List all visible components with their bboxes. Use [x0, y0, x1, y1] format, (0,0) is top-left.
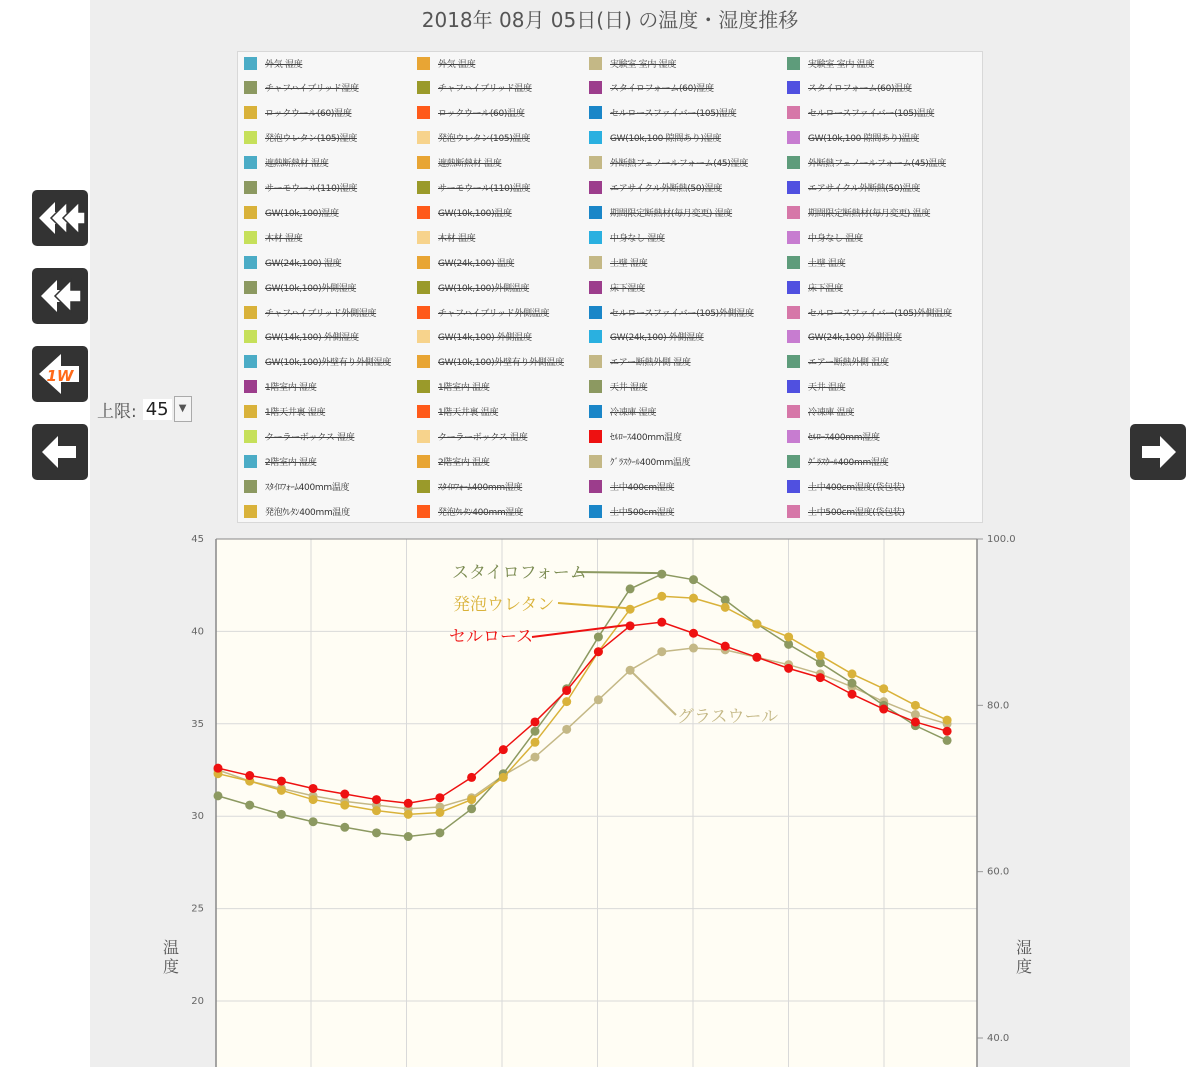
data-point: [435, 793, 444, 802]
legend-label: GW(10k,100)外側湿度: [265, 283, 357, 294]
y-tick-label: 25: [191, 903, 204, 915]
legend-label: ｾﾙﾛｰｽ400mm湿度: [808, 433, 880, 443]
y-tick-label: 30: [191, 811, 204, 823]
legend-label: 発泡ｳﾚﾀﾝ400mm温度: [265, 507, 350, 518]
legend-label: チャフハイブリッド湿度: [265, 84, 359, 95]
legend-label: 実験室 室内 温度: [808, 59, 875, 70]
data-point: [245, 771, 254, 780]
legend-label: GW(24k,100) 温度: [438, 258, 515, 269]
data-point: [562, 725, 571, 734]
data-point: [911, 717, 920, 726]
data-point: [594, 695, 603, 704]
y2-tick-label: 60.0: [987, 866, 1010, 878]
legend-label: エアー断熱外側 湿度: [610, 358, 691, 369]
data-point: [879, 684, 888, 693]
legend-label: 外気 温度: [438, 59, 476, 70]
data-point: [848, 679, 857, 688]
legend-label: GW(10k,100)外壁有り外側温度: [438, 358, 564, 369]
legend-label: 発泡ウレタン(105)湿度: [265, 134, 357, 145]
legend-label: チャフハイブリッド外側温度: [438, 308, 550, 319]
legend-label: 1階天井裏 湿度: [265, 408, 326, 419]
data-point: [752, 653, 761, 662]
data-point: [943, 727, 952, 736]
series-annotation: グラスウール: [677, 707, 779, 727]
legend-label: 土壁 湿度: [610, 258, 648, 269]
data-point: [309, 784, 318, 793]
data-point: [340, 823, 349, 832]
legend-label: GW(10k,100)外側温度: [438, 283, 530, 294]
legend-label: スタイロフォーム(60)温度: [808, 84, 912, 95]
legend-label: 冷凍庫 湿度: [610, 408, 657, 419]
data-point: [594, 632, 603, 641]
y-tick-label: 45: [191, 534, 204, 545]
data-point: [657, 592, 666, 601]
legend-label: 天井 温度: [808, 383, 846, 394]
data-point: [784, 632, 793, 641]
data-point: [214, 764, 223, 773]
data-point: [404, 832, 413, 841]
data-point: [657, 647, 666, 656]
data-point: [689, 594, 698, 603]
data-point: [626, 605, 635, 614]
legend-label: サーモウール(110)温度: [438, 184, 531, 194]
legend-label: 床下温度: [808, 283, 843, 294]
data-point: [562, 697, 571, 706]
y2-axis-label: 湿 度: [1015, 938, 1032, 976]
legend-label: GW(24k,100) 外側温度: [808, 333, 902, 344]
data-point: [594, 647, 603, 656]
upper-limit-label: 上限:: [97, 401, 137, 422]
data-point: [340, 801, 349, 810]
legend-label: 木材 温度: [438, 233, 476, 244]
legend-label: 中身なし 温度: [808, 233, 863, 244]
annotation-leader: [577, 572, 660, 573]
legend-label: エアサイクル外断熱(50)温度: [808, 184, 920, 194]
data-point: [372, 806, 381, 815]
data-point: [372, 795, 381, 804]
data-point: [657, 618, 666, 627]
data-point: [435, 808, 444, 817]
data-point: [214, 791, 223, 800]
data-point: [435, 828, 444, 837]
data-point: [848, 690, 857, 699]
legend-label: GW(14k,100) 外側温度: [438, 333, 532, 344]
legend-label: 床下湿度: [610, 283, 645, 294]
legend-label: ｾﾙﾛｰｽ400mm温度: [610, 433, 682, 443]
legend-label: 期間限定断熱材(毎月変更) 湿度: [610, 208, 733, 219]
legend-label: 土中400cm湿度(袋包装): [808, 482, 905, 493]
legend-label: スタイロフォーム(60)湿度: [610, 84, 714, 95]
data-point: [784, 664, 793, 673]
data-point: [816, 673, 825, 682]
legend-label: セルロースファイバー(105)湿度: [610, 109, 737, 120]
legend-label: 遮熱断熱材 湿度: [265, 159, 329, 170]
legend-label: 土中500cm湿度(袋包装): [808, 507, 905, 518]
legend-label: 発泡ｳﾚﾀﾝ400mm湿度: [438, 507, 523, 518]
data-point: [309, 817, 318, 826]
data-point: [404, 799, 413, 808]
data-point: [752, 620, 761, 629]
legend-label: エアサイクル外断熱(50)湿度: [610, 184, 722, 194]
legend-label: エアー断熱外側 温度: [808, 358, 889, 369]
data-point: [657, 570, 666, 579]
legend-label: 土壁 温度: [808, 258, 846, 269]
data-point: [372, 828, 381, 837]
y-tick-label: 40: [191, 626, 204, 638]
y-axis-label: 温 度: [162, 938, 179, 976]
data-point: [499, 745, 508, 754]
legend-label: 外気 湿度: [265, 59, 303, 70]
data-point: [848, 669, 857, 678]
week-label: 1W: [46, 367, 74, 385]
data-point: [626, 584, 635, 593]
chevron-down-icon[interactable]: ▼: [174, 396, 192, 422]
legend-label: GW(10k,100)温度: [438, 208, 512, 219]
legend-label: 遮熱断熱材 温度: [438, 159, 502, 170]
data-point: [943, 716, 952, 725]
data-point: [245, 801, 254, 810]
series-annotation: セルロース: [449, 627, 534, 647]
legend-label: GW(10k,100 隙間あり)湿度: [610, 134, 722, 145]
legend-label: ｸﾞﾗｽｳｰﾙ400mm温度: [610, 457, 691, 468]
data-point: [340, 790, 349, 799]
legend-label: ｸﾞﾗｽｳｰﾙ400mm湿度: [808, 457, 889, 468]
data-point: [911, 701, 920, 710]
legend-label: チャフハイブリッド外側湿度: [265, 308, 377, 319]
legend-label: セルロースファイバー(105)温度: [808, 109, 935, 120]
legend-label: クーラーボックス 湿度: [265, 433, 355, 443]
data-point: [531, 738, 540, 747]
legend-label: 木材 湿度: [265, 233, 303, 244]
data-point: [816, 651, 825, 660]
y2-tick-label: 80.0: [987, 700, 1010, 712]
y-tick-label: 20: [191, 996, 204, 1007]
series-annotation: スタイロフォーム: [452, 563, 587, 583]
legend-label: 1階室内 湿度: [265, 383, 317, 394]
data-point: [531, 727, 540, 736]
legend-label: 土中500cm湿度: [610, 507, 675, 518]
data-point: [531, 717, 540, 726]
data-point: [467, 804, 476, 813]
legend-label: 実験室 室内 湿度: [610, 59, 677, 70]
data-point: [721, 642, 730, 651]
legend-label: チャフハイブリッド温度: [438, 84, 532, 95]
upper-limit-select[interactable]: 45: [143, 399, 172, 420]
legend-label: 外断熱フェノールフォーム(45)湿度: [610, 159, 748, 170]
legend-label: GW(10k,100)外壁有り外側湿度: [265, 358, 391, 369]
legend-label: 土中400cm湿度: [610, 482, 675, 493]
legend-label: 冷凍庫 温度: [808, 408, 855, 419]
legend-label: 2階室内 温度: [438, 457, 490, 468]
legend-label: 1階天井裏 温度: [438, 408, 499, 419]
legend-label: 外断熱フェノールフォーム(45)温度: [808, 159, 946, 170]
data-point: [689, 629, 698, 638]
legend-label: クーラーボックス 温度: [438, 433, 528, 443]
legend-label: 中身なし 湿度: [610, 233, 665, 244]
data-point: [689, 644, 698, 653]
data-point: [499, 773, 508, 782]
data-point: [879, 705, 888, 714]
legend-label: サーモウール(110)湿度: [265, 184, 358, 194]
legend-label: セルロースファイバー(105)外側温度: [808, 308, 952, 319]
data-point: [943, 736, 952, 745]
data-point: [562, 686, 571, 695]
y-tick-label: 35: [191, 718, 204, 730]
legend-label: ｽﾀｲﾛﾌｫｰﾑ400mm温度: [265, 482, 350, 493]
legend-label: 天井 湿度: [610, 383, 648, 394]
legend-label: ロックウール(60)温度: [438, 109, 525, 120]
data-point: [467, 795, 476, 804]
y2-tick-label: 100.0: [987, 534, 1016, 545]
legend-label: 期間限定断熱材(毎月変更) 温度: [808, 208, 931, 219]
data-point: [721, 603, 730, 612]
legend-label: GW(10k,100 隙間あり)温度: [808, 134, 920, 145]
data-point: [277, 810, 286, 819]
data-point: [309, 795, 318, 804]
legend-label: ロックウール(60)湿度: [265, 109, 352, 120]
page-title: 2018年 08月 05日(日) の温度・湿度推移: [421, 8, 799, 32]
series-annotation: 発泡ウレタン: [453, 595, 555, 615]
y2-tick-label: 40.0: [987, 1033, 1010, 1044]
legend-label: 2階室内 湿度: [265, 457, 317, 468]
data-point: [689, 575, 698, 584]
legend-label: セルロースファイバー(105)外側湿度: [610, 308, 754, 319]
legend-label: ｽﾀｲﾛﾌｫｰﾑ400mm湿度: [438, 482, 523, 493]
data-point: [277, 786, 286, 795]
legend-label: GW(24k,100) 外側湿度: [610, 333, 704, 344]
legend-label: 発泡ウレタン(105)温度: [438, 134, 530, 145]
legend-label: 1階室内 温度: [438, 383, 490, 394]
data-point: [467, 773, 476, 782]
legend-label: GW(10k,100)湿度: [265, 208, 339, 219]
legend-label: GW(24k,100) 湿度: [265, 258, 342, 269]
data-point: [404, 810, 413, 819]
data-point: [531, 753, 540, 762]
legend-label: GW(14k,100) 外側湿度: [265, 333, 359, 344]
data-point: [277, 777, 286, 786]
